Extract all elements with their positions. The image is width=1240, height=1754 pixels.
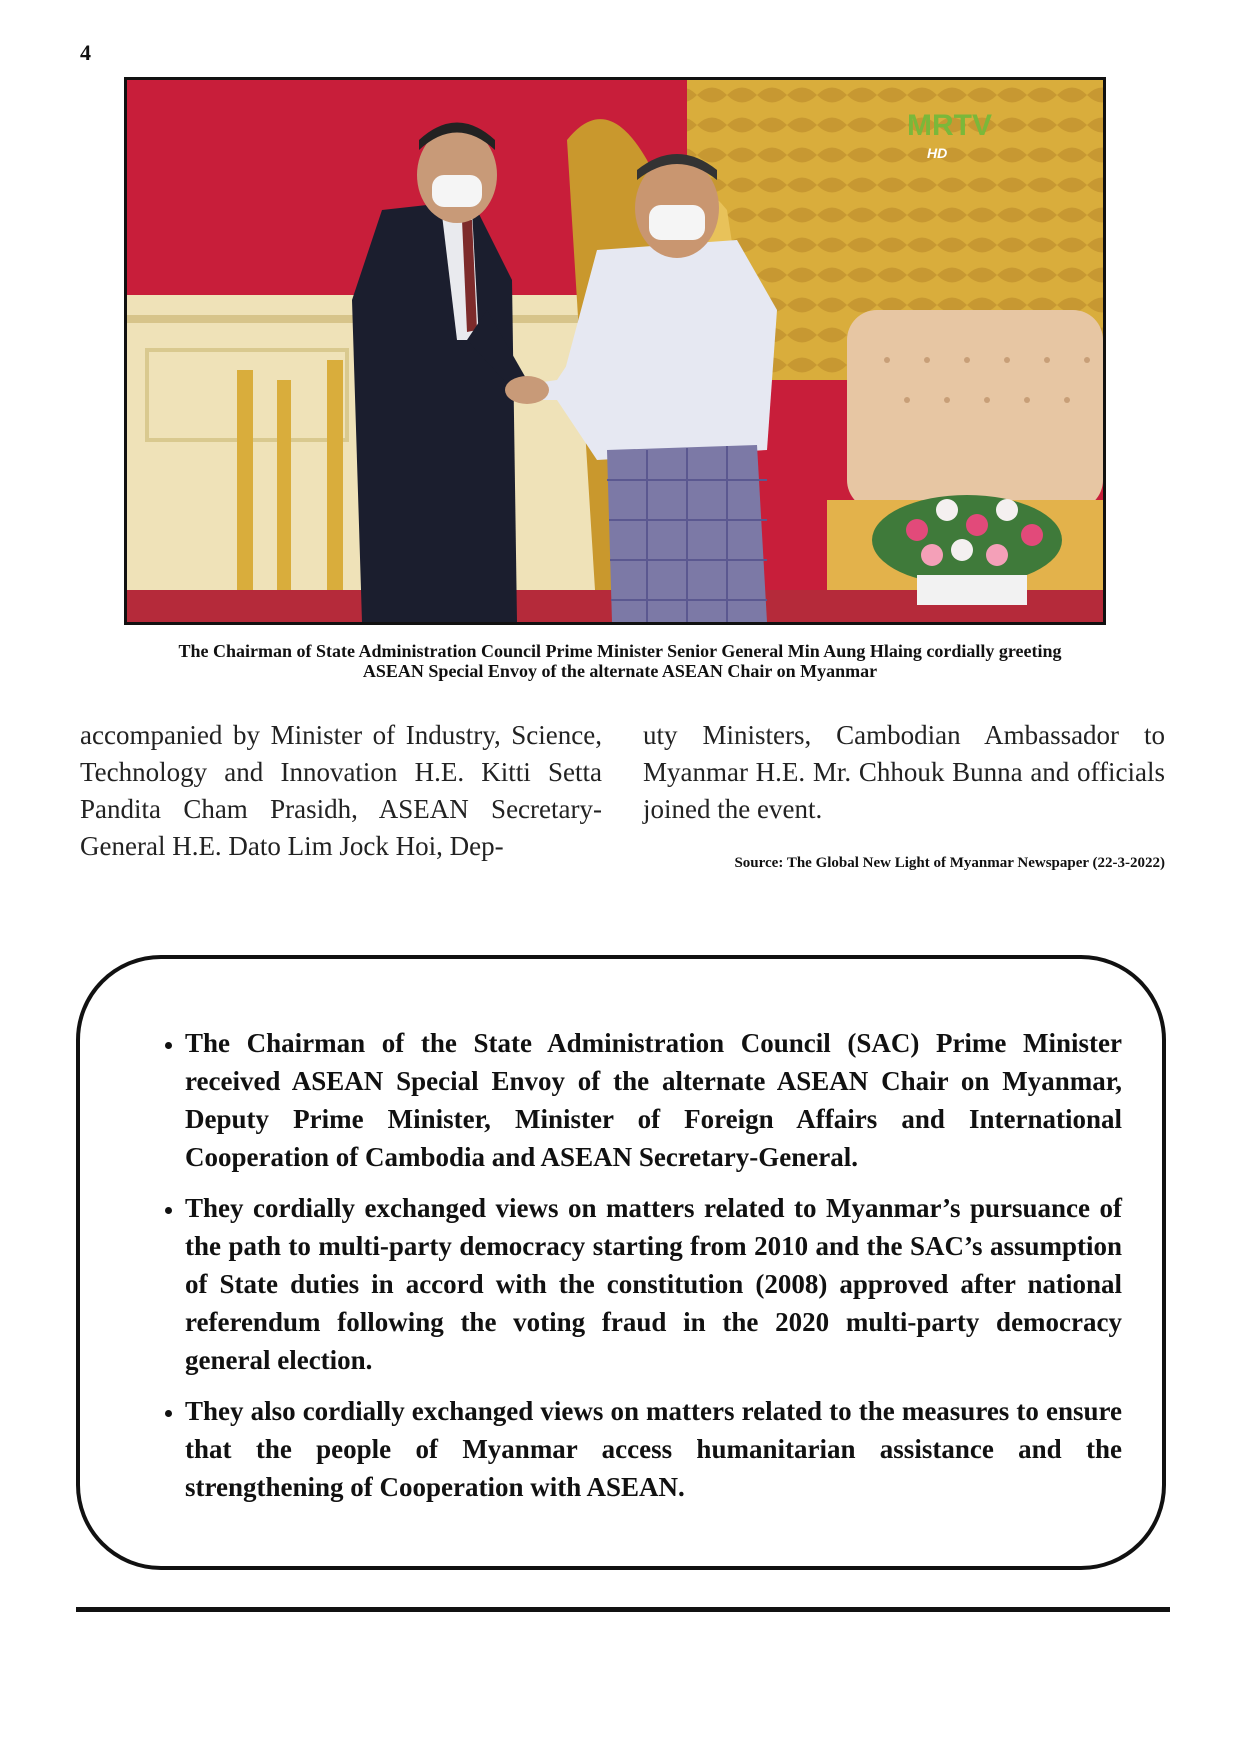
summary-list	[120, 1024, 1122, 1506]
summary-box	[76, 955, 1166, 1570]
summary-point-3: • They also cordially exchanged views on matters related to the measures to ensure that the people of Myanmar access humanitarian assistance and the strengthening of Cooperation with ASEAN.	[185, 1392, 1122, 1506]
caption-line-1: The Chairman of State Administration Council Prime Minister Senior General Min Aung Hlaing cordially greeting	[178, 641, 1062, 661]
article-source: Source: The Global New Light of Myanmar Newspaper (22-3-2022)	[734, 855, 1165, 871]
handshake-photo-illustration	[127, 80, 1103, 622]
article-column-right: uty Ministers, Cambodian Ambassador to Myanmar H.E. Mr. Chhouk Bunna and officials joined the event.	[643, 720, 1165, 824]
broadcaster-logo-sub: HD	[927, 145, 948, 161]
broadcaster-logo: MRTV	[907, 109, 992, 142]
photo-caption	[90, 641, 1150, 681]
caption-line-2: ASEAN Special Envoy of the alternate ASEAN Chair on Myanmar	[362, 661, 878, 681]
article-column-left: accompanied by Minister of Industry, Science, Technology and Innovation H.E. Kitti Setta Pandita Cham Prasidh, ASEAN Secretary-General H.E. Dato Lim Jock Hoi, Dep-	[80, 720, 602, 861]
summary-point-1: • The Chairman of the State Administration Council (SAC) Prime Minister received ASEAN Special Envoy of the alternate ASEAN Chair on Myanmar, Deputy Prime Minister, Minister of Foreign Affairs and International Cooperation of Cambodia and ASEAN Secretary-General.	[185, 1024, 1122, 1176]
news-photo	[124, 77, 1106, 625]
summary-point-2: • They cordially exchanged views on matters related to Myanmar’s pursuance of the path to multi-party democracy starting from 2010 and the SAC’s assumption of State duties in accord with the constitution (2008) approved after national referendum following the voting fraud in the 2020 multi-party democracy general election.	[185, 1189, 1122, 1379]
page-number: 4	[80, 40, 91, 65]
bottom-divider	[76, 1607, 1170, 1612]
